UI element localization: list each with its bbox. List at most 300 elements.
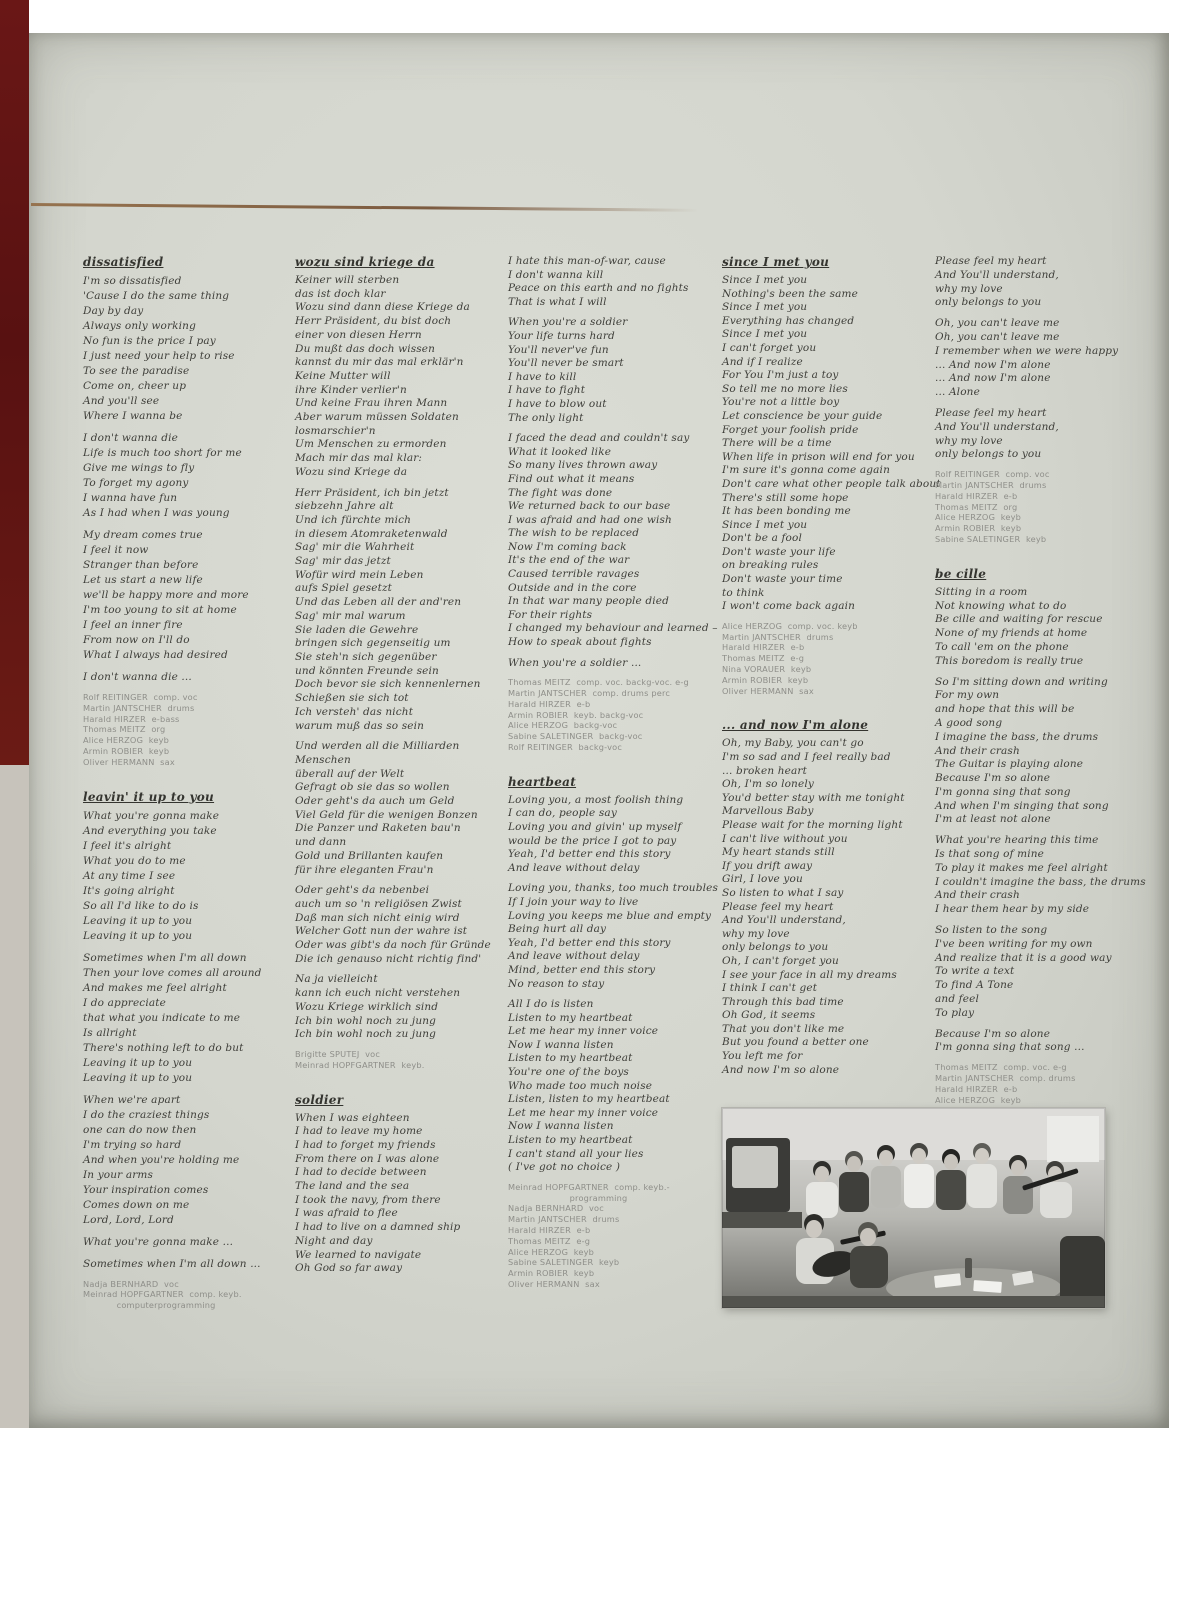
lyric-line: und könnten Freunde sein [295,664,439,677]
lyric-line: Loving you and givin' up myself [508,820,682,833]
lyric-line: Die ich genauso nicht richtig find' [295,952,482,965]
lyric-line: I've been writing for my own [935,937,1093,950]
lyric-line: Because I'm so alone [935,1027,1051,1040]
lyric-column-1 [83,255,293,1311]
lyric-line: It's the end of the war [508,554,630,567]
lyric-line: I wanna have fun [83,492,178,504]
lyric-line: At any time I see [83,869,176,882]
lyric-line: And now I'm so alone [722,1063,840,1076]
lyric-line: Please wait for the morning light [722,818,903,831]
lyric-line: Leaving it up to you [83,1071,193,1084]
lyric-line: Lord, Lord, Lord [83,1213,174,1226]
credit-line: Martin JANTSCHER drums [83,702,195,713]
lyric-line: And when you're holding me [83,1153,240,1166]
lyric-line: Not knowing what to do [935,599,1067,612]
lyric-line: siebzehn Jahre alt [295,500,394,513]
lyric-line: kann ich euch nicht verstehen [295,987,461,1000]
lyric-line: Doch bevor sie sich kennenlernen [295,678,481,691]
stanza [722,274,941,614]
lyric-line: Listen to my heartbeat [508,1134,633,1147]
stanza [508,882,718,991]
lyric-line: Keiner will sterben [295,274,400,286]
lyric-line: Then your love comes all around [83,966,262,979]
lyric-line: Be cille and waiting for rescue [935,613,1103,626]
lyric-line: Ich versteh' das nicht [295,705,414,718]
song-title: dissatisfied [83,255,164,269]
lyric-line: ... And now I'm alone [935,372,1051,385]
lyric-line: I'm so dissatisfied [83,275,182,287]
lyric-line: Na ja vielleicht [295,973,378,986]
lyric-line: I was afraid to flee [295,1207,398,1220]
stanza [83,431,293,521]
lyric-line: Und das Leben all der and'ren [295,596,462,609]
lyric-line: to think [722,586,765,599]
lyric-line: When you're a soldier [508,316,628,329]
lyric-line: Sie steh'n sich gegenüber [295,650,437,663]
lyric-line: I hate this man-of-war, cause [508,255,666,267]
stanza [508,316,718,425]
lyric-line: What it looked like [508,445,612,458]
lyric-line: From there on I was alone [295,1152,440,1165]
lyric-line: Now I wanna listen [508,1120,614,1133]
lyric-line: Your inspiration comes [83,1183,209,1196]
lyric-line: I'm at least not alone [935,813,1051,826]
lyric-line: Herr Präsident, ich bin jetzt [295,486,449,499]
credit-line: Alice HERZOG keyb [935,1094,1022,1105]
song-title: soldier [295,1092,344,1107]
lyric-line: ... Alone [935,386,980,399]
credit-line: Harald HIRZER e-b [508,698,591,709]
lyric-line: When I was eighteen [295,1111,410,1124]
lyric-line: You'll never've fun [508,343,609,356]
lyric-line: I had to leave my home [295,1125,423,1138]
lyric-line: I had to forget my friends [295,1138,436,1151]
lyric-line: What you do to me [83,854,186,867]
lyric-line: I'm trying so hard [83,1138,182,1151]
credit-line: Alice HERZOG backg-voc [508,720,618,731]
credit-line: Thomas MEITZ org [935,501,1018,512]
credit-line: Martin JANTSCHER comp. drums [935,1073,1076,1084]
lyric-line: Please feel my heart [935,255,1047,267]
song-title: be cille [935,566,987,581]
stanza [83,951,293,1086]
lyric-line: There's nothing left to do but [83,1041,244,1054]
lyric-line: Find out what it means [508,472,635,485]
lyric-line: Now I'm coming back [508,540,627,553]
stanza [935,834,1145,917]
lyric-line: I'm sure it's gonna come again [722,464,890,477]
lyric-line: I can't forget you [722,341,817,354]
lyric-line: The Guitar is playing alone [935,758,1084,771]
lyric-line: Marvellous Baby [722,805,814,818]
lyric-line: None of my friends at home [935,627,1088,640]
lyric-line: Oder was gibt's da noch für Gründe [295,939,491,952]
lyric-line: Um Menschen zu ermorden [295,438,447,451]
credit-line: Nina VORAUER keyb [722,664,812,675]
stanza [935,676,1145,828]
stanza [935,1028,1145,1056]
band-photo-image [722,1108,1105,1308]
lyric-line: Since I met you [722,328,808,341]
lyric-line: Loving you, a most foolish thing [508,793,684,806]
lyric-line: I faced the dead and couldn't say [508,432,690,445]
lyric-line: I'm too young to sit at home [83,604,237,616]
lyric-line: ihre Kinder verlier'n [295,383,407,396]
left-lower-strip [0,765,29,1428]
song-title: wozu sind kriege da [295,255,435,269]
lyric-line: I have to fight [508,384,586,397]
lyric-line: why my love [935,282,1003,295]
lyric-line: Comes down on me [83,1198,190,1211]
lyric-line: To see the paradise [83,365,190,377]
lyric-line: Everything has changed [722,314,855,327]
lyric-line: 'Cause I do the same thing [83,290,230,302]
credit-line: Alice HERZOG comp. voc. keyb [722,620,858,631]
lyric-line: Ich bin wohl noch zu jung [295,1028,437,1041]
lyric-line: only belongs to you [935,448,1042,461]
lyric-line: we'll be happy more and more [83,589,249,601]
credit-line: Martin JANTSCHER drums [935,479,1047,490]
lyric-line: Und keine Frau ihren Mann [295,397,448,410]
lyric-line: And their crash [935,889,1020,902]
lyric-line: and feel [935,993,979,1006]
lyric-line: ( I've got no choice ) [508,1161,621,1174]
stanza [722,737,932,1077]
lyric-line: I had to decide between [295,1166,427,1179]
lyric-line: My dream comes true [83,529,203,541]
lyric-line: überall auf der Welt [295,767,405,780]
lyric-line: Mind, better end this story [508,963,656,976]
credit-line: Armin ROBIER keyb. backg-voc [508,709,644,720]
lyric-line: kannst du mir das mal erklär'n [295,356,464,369]
lyric-line: Let conscience be your guide [722,409,883,422]
lyric-line: For You I'm just a toy [722,369,839,382]
lyric-line: on breaking rules [722,559,819,572]
lyric-line: why my love [722,927,790,940]
lyric-column-5 [935,255,1145,1105]
credit-line: Oliver HERMANN sax [508,1279,600,1289]
credit-line: Armin ROBIER keyb [722,674,809,685]
lyric-line: That is what I will [508,295,607,308]
lyric-line: There's still some hope [722,491,849,504]
lyric-line: No fun is the price I pay [83,335,216,347]
lyric-line: I couldn't imagine the bass, the drums [935,875,1146,888]
lyric-line: Gold und Brillanten kaufen [295,849,444,862]
lyric-line: Sie laden die Gewehre [295,623,419,636]
lyric-line: I can't live without you [722,832,848,845]
lyric-line: für ihre eleganten Frau'n [295,863,434,876]
lyric-line: To play it makes me feel alright [935,861,1108,874]
lyric-line: Viel Geld für die wenigen Bonzen [295,808,478,821]
lyric-line: So all I'd like to do is [83,899,199,912]
left-margin-strip [0,0,29,765]
credit-line: Nadja BERNHARD voc [508,1203,604,1214]
lyric-line: What you're gonna make ... [83,1235,234,1248]
credit-line: Harald HIRZER e-b [508,1225,591,1236]
lyric-line: From now on I'll do [83,634,190,646]
lyric-line: Ich bin wohl noch zu jung [295,1014,437,1027]
lyric-line: To call 'em on the phone [935,640,1069,653]
lyric-line: Wozu sind dann diese Kriege da [295,301,470,314]
lyric-line: Leaving it up to you [83,1056,193,1069]
lyric-line: I'm gonna sing that song ... [935,1041,1085,1054]
lyric-line: I imagine the bass, the drums [935,730,1099,743]
lyric-line: For my own [935,689,1000,702]
credit-line: Alice HERZOG keyb [935,512,1022,523]
lyric-line: I was afraid and had one wish [508,513,672,526]
lyric-line: I can do, people say [508,807,617,820]
lyric-line: And You'll understand, [935,268,1059,281]
stanza [83,528,293,663]
lyric-line: one can do now then [83,1123,197,1136]
lyric-line: The wish to be replaced [508,527,640,540]
lyric-line: warum muß das so sein [295,719,425,732]
credit-line: Armin ROBIER keyb [508,1268,595,1279]
lyric-line: So listen to what I say [722,886,844,899]
stanza [83,670,293,685]
lyric-line: To play [935,1006,975,1019]
lyric-line: aufs Spiel gesetzt [295,582,393,595]
lyric-line: Leaving it up to you [83,914,193,927]
lyric-line: Sag' mir das jetzt [295,555,391,568]
credit-line: Sabine SALETINGER keyb [508,1257,620,1268]
lyric-line: Listen, listen to my heartbeat [508,1093,670,1106]
lyric-line: The fight was done [508,486,613,499]
credit-line: Martin JANTSCHER comp. drums perc [508,688,671,699]
lyric-line: Being hurt all day [508,923,607,936]
lyric-line: In your arms [83,1168,154,1181]
stanza [935,407,1145,462]
credit-line: Oliver HERMANN sax [83,756,175,767]
lyric-line: I have to blow out [508,397,607,410]
lyric-line: Since I met you [722,301,808,314]
lyric-line: Gefragt ob sie das so wollen [295,781,450,794]
lyric-line: Since I met you [722,518,808,531]
stanza [935,924,1145,1021]
lyric-line: Und ich fürchte mich [295,513,412,526]
credits-block [508,677,718,753]
stanza [83,1257,293,1272]
lyric-line: I can't stand all your lies [508,1147,644,1160]
lyric-line: Is that song of mine [935,848,1045,861]
lyric-line: Stranger than before [83,559,199,571]
lyric-line: I have to kill [508,370,577,383]
lyric-line: For their rights [508,608,593,621]
lyric-line: Sometimes when I'm all down [83,951,247,964]
lyric-line: There will be a time [722,437,832,450]
lyric-line: So tell me no more lies [722,382,848,395]
lyric-line: And leave without delay [508,950,640,963]
stanza [295,487,505,734]
lyric-line: You're not a little boy [722,396,840,409]
lyric-line: Listen to my heartbeat [508,1011,633,1024]
credit-line: Thomas MEITZ comp. voc. e-g [935,1062,1067,1073]
credit-line: Thomas MEITZ org [83,724,166,735]
lyric-line: So listen to the song [935,924,1048,937]
lyric-line: And leave without delay [508,861,640,874]
lyric-line: Give me wings to fly [83,462,195,474]
lyric-line: To forget my agony [83,477,189,489]
lyric-line: Oh, my Baby, you can't go [722,737,864,750]
stanza [935,586,1145,669]
lyric-line: Oder geht's da auch um Geld [295,795,455,808]
lyric-line: And their crash [935,744,1020,757]
lyric-line: A good song [935,716,1003,729]
band-photo [722,1108,1105,1308]
credit-line: Harald HIRZER e-b [722,642,805,653]
stanza [83,1093,293,1228]
credits-block [83,692,293,768]
lyric-line: But you found a better one [722,1036,869,1049]
lyric-line: Oh, you can't leave me [935,317,1060,330]
lyric-line: Die Panzer und Raketen bau'n [295,822,461,835]
lyric-line: auch um so 'n religiösen Zwist [295,897,462,910]
lyric-line: Mach mir das mal klar: [295,452,423,465]
lyric-line: I had to live on a damned ship [295,1221,461,1234]
credit-line: Rolf REITINGER comp. voc [83,692,198,702]
credits-block [295,1049,505,1071]
lyric-line: I see your face in all my dreams [722,968,897,981]
lyric-line: We returned back to our base [508,500,671,513]
lyric-line: Du mußt das doch wissen [295,342,436,355]
lyric-line: Oh, you can't leave me [935,330,1060,343]
lyric-line: To find A Tone [935,979,1014,992]
lyric-line: And you'll see [83,395,160,407]
lyric-line: Leaving it up to you [83,929,193,942]
lyric-line: Loving you, thanks, too much troubles [508,882,718,895]
credit-line: Thomas MEITZ e-g [508,1235,591,1246]
lyric-line: I won't come back again [722,600,856,613]
stanza [508,794,718,876]
lyric-line: Oh God, it seems [722,1009,816,1022]
stanza [295,973,505,1042]
lyric-line: What you're hearing this time [935,834,1099,847]
lyric-line: You'll never be smart [508,357,624,370]
lyric-line: Girl, I love you [722,873,803,886]
lyric-line: Oder geht's da nebenbei [295,884,430,897]
lyric-line: Menschen [295,753,351,766]
lyric-line: und dann [295,836,347,849]
lyric-line: As I had when I was young [83,507,230,519]
credit-line: Thomas MEITZ comp. voc. backg-voc. e-g [508,677,689,688]
credit-line: Brigitte SPUTEJ voc [295,1048,381,1059]
stanza [83,809,293,944]
lyric-line: Wozu sind Kriege da [295,465,408,478]
credit-line: Harald HIRZER e-b [935,1083,1018,1094]
lyric-line: Your life turns hard [508,329,615,342]
lyric-line: And makes me feel alright [83,981,227,994]
credit-line: Sabine SALETINGER keyb [935,533,1047,544]
lyric-line: How to speak about fights [508,636,652,649]
lyric-line: And everything you take [83,824,217,837]
lyric-line: Where I wanna be [83,410,183,422]
lyric-line: My heart stands still [722,846,835,859]
lyric-line: Oh, I'm so lonely [722,778,814,791]
stanza [508,432,718,650]
lyric-line: In that war many people died [508,595,670,608]
lyric-column-3 [508,255,718,1290]
credit-line: programming [508,1192,628,1203]
credit-line: Oliver HERMANN sax [722,685,814,696]
lyric-line: I feel it's alright [83,839,172,852]
lyric-line: What you're gonna make [83,809,220,822]
lyric-line: Please feel my heart [722,900,834,913]
lyric-line: Let me hear my inner voice [508,1106,659,1119]
stanza [935,317,1145,400]
lyric-line: Sag' mir die Wahrheit [295,541,415,554]
lyric-line: I remember when we were happy [935,344,1119,357]
lyric-line: Wofür wird mein Leben [295,568,424,581]
stanza [935,255,1145,310]
lyric-line: I do appreciate [83,996,166,1009]
stanza [295,1112,505,1276]
credit-line: Harald HIRZER e-b [935,490,1018,501]
lyric-line: When we're apart [83,1093,181,1106]
lyric-line: Let us start a new life [83,574,203,586]
lyric-line: Welcher Gott nun der wahre ist [295,925,468,938]
stanza [295,274,505,480]
stanza [508,657,718,671]
lyric-line: I just need your help to rise [83,350,235,362]
credits-block [935,1062,1145,1105]
lyric-line: losmarschier'n [295,424,376,437]
lyric-line: Yeah, I'd better end this story [508,936,671,949]
credit-line: Martin JANTSCHER drums [722,631,834,642]
lyric-column-2 [295,255,505,1283]
stanza [508,998,718,1175]
lyric-line: And You'll understand, [722,914,846,927]
lyric-line: Peace on this earth and no fights [508,282,689,295]
credits-block [83,1279,293,1311]
credits-block [508,1182,718,1290]
lyric-line: Forget your foolish pride [722,423,859,436]
credit-line: Martin JANTSCHER drums [508,1214,620,1225]
lyric-line: Don't care what other people talk about [722,477,941,490]
lyric-line: And realize that it is a good way [935,951,1112,964]
lyric-line: I think I can't get [722,982,818,995]
lyric-line: ... broken heart [722,764,807,777]
credit-line: Meinrad HOPFGARTNER keyb. [295,1059,425,1070]
lyric-line: We learned to navigate [295,1248,422,1261]
credit-line: Armin ROBIER keyb [935,523,1022,534]
lyric-line: Life is much too short for me [83,447,242,459]
lyric-line: I feel it now [83,544,149,556]
lyric-line: Oh God so far away [295,1262,403,1275]
sleeve-top-edge-line [31,203,699,212]
song-title: ... and now I'm alone [722,718,869,733]
credit-line: Meinrad HOPFGARTNER comp. keyb.- [508,1181,670,1192]
credit-line: Rolf REITINGER backg-voc [508,742,623,752]
lyric-line: in diesem Atomraketenwald [295,527,448,540]
lyric-line: Yeah, I'd better end this story [508,848,671,861]
lyric-line: einer von diesen Herrn [295,328,422,341]
lyric-line: I'm so sad and I feel really bad [722,751,891,764]
lyric-line: Keine Mutter will [295,369,391,382]
lyric-line: I took the navy, from there [295,1193,441,1206]
lyric-line: Wozu Kriege wirklich sind [295,1000,439,1013]
lyric-line: Schießen sie sich tot [295,692,409,705]
lyric-line: Und werden all die Milliarden [295,740,460,753]
lyric-line: Listen to my heartbeat [508,1052,633,1065]
lyric-line: Don't waste your time [722,573,843,586]
lyric-line: Now I wanna listen [508,1038,614,1051]
lyric-line: Nothing's been the same [722,287,858,300]
lyric-line: I do the craziest things [83,1108,210,1121]
lyric-line: That you don't like me [722,1022,845,1035]
lyric-line: The land and the sea [295,1180,410,1193]
lyric-line: would be the price I got to pay [508,834,677,847]
lyric-line: Who made too much noise [508,1079,653,1092]
